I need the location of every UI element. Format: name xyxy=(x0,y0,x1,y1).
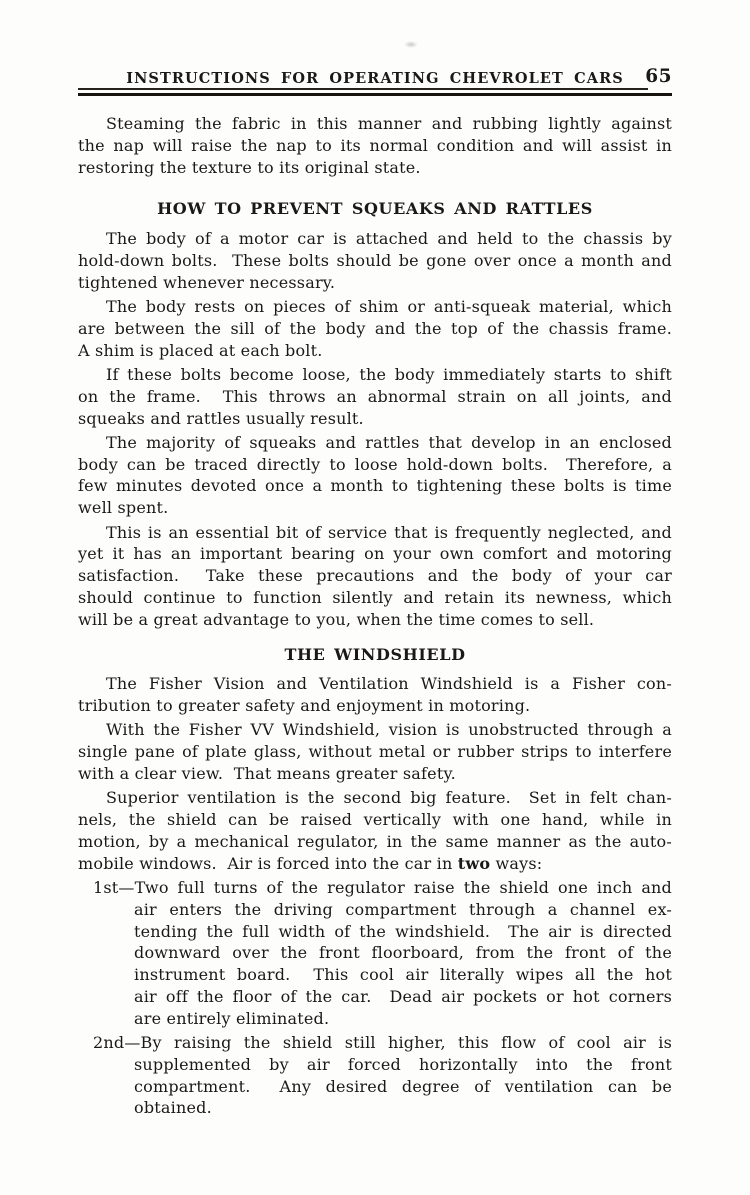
text-line: motion, by a mechanical regulator, in the same manner as the auto- xyxy=(78,831,672,851)
paragraph-shims xyxy=(78,296,672,361)
section-heading-squeaks: HOW TO PREVENT SQUEAKS AND RATTLES xyxy=(157,199,593,219)
text-line: yet it has an important bearing on your own comfort and motoring xyxy=(78,544,672,564)
text-line: with a clear view. That means greater safety. xyxy=(78,764,456,784)
text-line: This is an essential bit of service that is frequently neglected, and xyxy=(106,522,672,542)
paragraph-superior-ventilation xyxy=(78,787,672,874)
text-line xyxy=(78,853,672,875)
paragraph-vv-windshield xyxy=(78,719,672,784)
text-line: will be a great advantage to you, when the time comes to sell. xyxy=(78,609,595,629)
text-line: tending the full width of the windshield. The air is directed xyxy=(134,921,672,941)
text-line: restoring the texture to its original state. xyxy=(78,157,421,177)
text-line: air enters the driving compartment through a channel ex- xyxy=(134,899,672,919)
scan-speck xyxy=(404,41,418,48)
text-line: tightened whenever necessary. xyxy=(78,272,336,292)
text-line: instrument board. This cool air literally wipes all the hot xyxy=(134,965,672,985)
text-line: The Fisher Vision and Ventilation Windshield is a Fisher con- xyxy=(106,674,672,694)
text-line: are entirely eliminated. xyxy=(134,1008,330,1028)
text-line: The body of a motor car is attached and held to the chassis by xyxy=(106,229,672,249)
text-segment: mobile windows. Air is forced into the car in xyxy=(78,853,458,873)
paragraph-majority xyxy=(78,432,672,519)
text-line: well spent. xyxy=(78,498,169,518)
text-line: A shim is placed at each bolt. xyxy=(78,340,323,360)
numbered-item-second xyxy=(78,1032,672,1119)
page-number: 65 xyxy=(645,66,672,87)
header-rule-thick xyxy=(78,93,672,96)
text-line: should continue to function silently and retain its newness, which xyxy=(78,587,672,607)
text-segment: ways: xyxy=(490,853,543,873)
text-line: With the Fisher VV Windshield, vision is unobstructed through a xyxy=(106,720,672,740)
text-line: downward over the front floorboard, from the front of the xyxy=(134,943,672,963)
text-line: hold-down bolts. These bolts should be gone over once a month and xyxy=(78,250,672,270)
text-line: 2nd—By raising the shield still higher, this flow of cool air is xyxy=(93,1033,672,1053)
text-line: Steaming the fabric in this manner and rubbing lightly against xyxy=(106,114,672,133)
header-rule-thin xyxy=(78,88,648,90)
text-line: squeaks and rattles usually result. xyxy=(78,408,364,428)
text-line: body can be traced directly to loose hold-down bolts. Therefore, a xyxy=(78,454,672,474)
paragraph-fisher-vision xyxy=(78,673,672,717)
text-line: compartment. Any desired degree of ventilation can be xyxy=(134,1076,672,1096)
text-line: satisfaction. Take these precautions and the body of your car xyxy=(78,566,672,586)
page-body xyxy=(78,113,672,1122)
text-line: Superior ventilation is the second big feature. Set in felt chan- xyxy=(106,788,672,808)
text-line: single pane of plate glass, without metal or rubber strips to interfere xyxy=(78,742,672,762)
text-line: supplemented by air forced horizontally into the front xyxy=(134,1054,672,1074)
text-line: the nap will raise the nap to its normal condition and will assist in xyxy=(78,135,672,155)
paragraph-body-attached xyxy=(78,228,672,293)
paragraph-steaming xyxy=(78,113,672,178)
text-line: air off the floor of the car. Dead air pockets or hot corners xyxy=(134,986,672,1006)
running-head-title: INSTRUCTIONS FOR OPERATING CHEVROLET CARS xyxy=(126,70,624,87)
text-line: on the frame. This throws an abnormal strain on all joints, and xyxy=(78,386,672,406)
text-line: The majority of squeaks and rattles that develop in an enclosed xyxy=(106,432,672,452)
text-line: If these bolts become loose, the body immediately starts to shift xyxy=(106,364,672,384)
text-line: nels, the shield can be raised vertically with one hand, while in xyxy=(78,810,672,830)
numbered-item-first xyxy=(78,877,672,1030)
paragraph-loose-bolts xyxy=(78,364,672,429)
text-line: few minutes devoted once a month to tightening these bolts is time xyxy=(78,476,672,496)
text-line: The body rests on pieces of shim or anti-squeak material, which xyxy=(106,297,672,317)
text-line: tribution to greater safety and enjoyment in motoring. xyxy=(78,696,531,716)
emphasized-word: two xyxy=(457,853,491,873)
text-line: obtained. xyxy=(134,1098,212,1118)
section-heading-windshield: THE WINDSHIELD xyxy=(284,644,466,664)
page-header xyxy=(78,66,672,96)
paragraph-essential-service xyxy=(78,522,672,631)
text-line: are between the sill of the body and the top of the chassis frame. xyxy=(78,318,672,338)
text-line: 1st—Two full turns of the regulator raise the shield one inch and xyxy=(93,878,672,897)
